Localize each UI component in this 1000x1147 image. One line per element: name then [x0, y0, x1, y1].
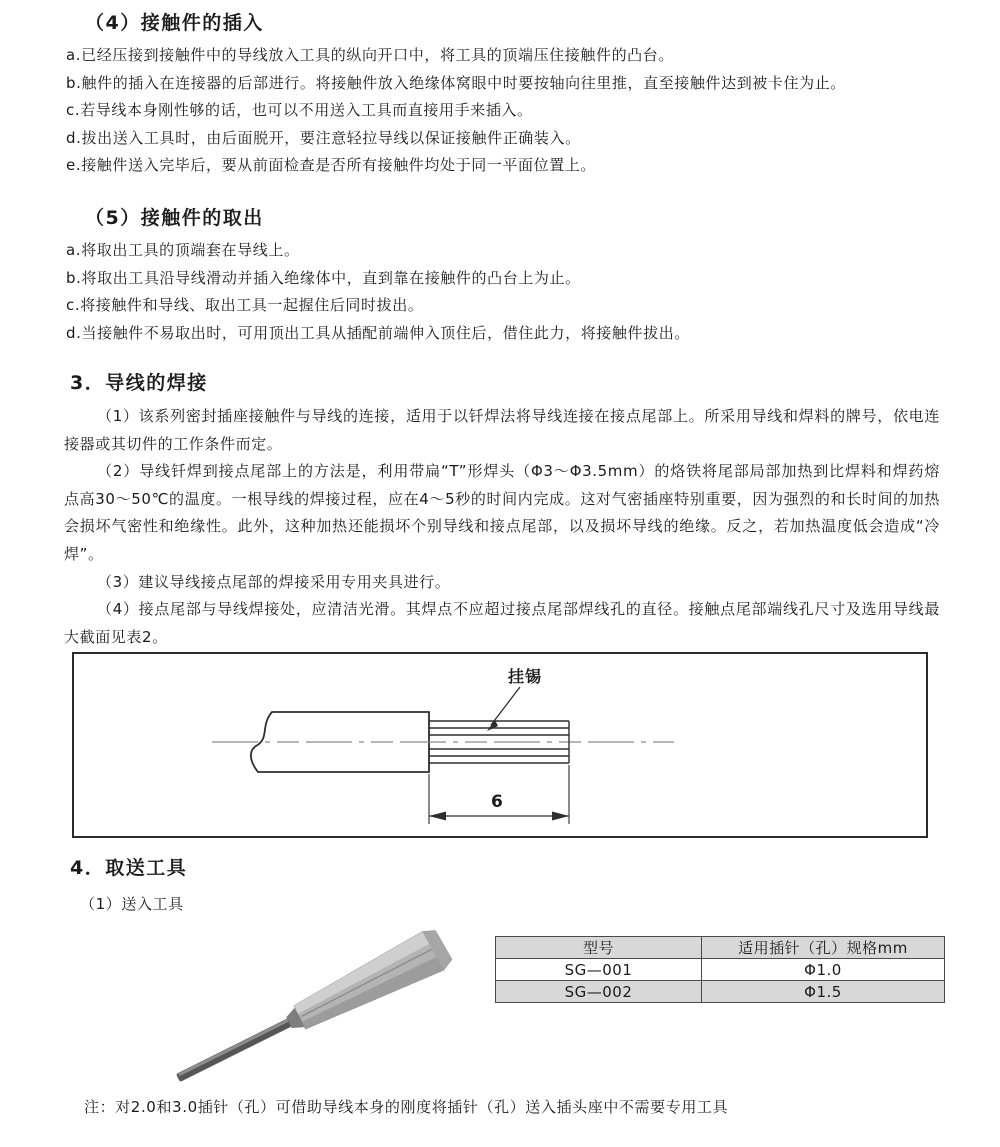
table-row [496, 959, 945, 981]
section-extract-title: （5）接触件的取出 [85, 207, 264, 229]
table-cell-spec: Φ1.0 [702, 959, 945, 981]
table-row [496, 981, 945, 1003]
section-insert-title: （4）接触件的插入 [85, 12, 264, 34]
extract-step-b: b.将取出工具沿导线滑动并插入绝缘体中，直到靠在接触件的凸台上为止。 [66, 268, 581, 287]
extract-step-a: a.将取出工具的顶端套在导线上。 [66, 241, 300, 259]
dimension-line [429, 812, 569, 821]
insert-step-d: d.拔出送入工具时，由后面脱开，要注意轻拉导线以保证接触件正确装入。 [66, 128, 581, 147]
insert-step-b: b.触件的插入在连接器的后部进行。将接触件放入绝缘体窝眼中时要按轴向往里推，直至接触件达到被卡住为止。 [66, 73, 846, 92]
insert-steps-list [66, 42, 942, 180]
tool-spec-table [495, 936, 945, 1003]
extract-step-c: c.将接触件和导线、取出工具一起握住后同时拔出。 [66, 296, 424, 314]
insertion-tool-illustration [148, 922, 478, 1097]
solder-paragraph-3: （3）建议导线接点尾部的焊接采用专用夹具进行。 [97, 572, 451, 591]
insertion-tool-photo [148, 922, 478, 1097]
table-cell-spec: Φ1.5 [702, 981, 945, 1003]
table-cell-model: SG—001 [496, 959, 702, 981]
dimension-label: 6 [491, 792, 503, 812]
extract-steps-list [66, 237, 942, 347]
extract-step-d: d.当接触件不易取出时，可用顶出工具从插配前端伸入顶住后，借住此力，将接触件拔出。 [66, 323, 690, 342]
solder-paragraph-1: （1）该系列密封插座接触件与导线的连接，适用于以钎焊法将导线连接在接点尾部上。所采用导线和焊料的牌号，依电连接器或其切件的工作条件而定。 [64, 407, 940, 453]
table-header-spec: 适用插针（孔）规格mm [702, 937, 945, 959]
solder-paragraph-4: （4）接点尾部与导线焊接处，应清洁光滑。其焊点不应超过接点尾部焊线孔的直径。接触点尾部端线孔尺寸及选用导线最大截面见表2。 [64, 600, 940, 646]
section-tools-title: 4．取送工具 [70, 857, 188, 879]
table-header-model: 型号 [496, 937, 702, 959]
tools-subtitle: （1）送入工具 [80, 895, 184, 913]
insert-step-c: c.若导线本身刚性够的话，也可以不用送入工具而直接用手来插入。 [66, 101, 533, 119]
insert-step-e: e.接触件送入完毕后，要从前面检查是否所有接触件均处于同一平面位置上。 [66, 156, 596, 174]
wire-tinning-figure [72, 652, 928, 838]
note-text: 注：对2.0和3.0插针（孔）可借助导线本身的刚度将插针（孔）送入插头座中不需要专用工具 [84, 1098, 729, 1116]
section-solder-title: 3．导线的焊接 [70, 372, 208, 394]
tin-label: 挂锡 [508, 667, 543, 686]
tin-leader-arrow [487, 687, 520, 731]
table-cell-model: SG—002 [496, 981, 702, 1003]
solder-paragraphs [64, 403, 940, 651]
wire-tinning-drawing [74, 654, 922, 832]
tool-rod-highlight [178, 1019, 289, 1076]
table-header-row [496, 937, 945, 959]
solder-paragraph-2: （2）导线钎焊到接点尾部上的方法是，利用带扁“T”形焊头（Φ3～Φ3.5mm）的烙铁将尾部局部加热到比焊料和焊药熔点高30～50℃的温度。一根导线的焊接过程，应在4～5秒的时间内完成。这对气密插座特别重要，因为强烈的和长时间的加热会损坏气密性和绝缘性。此外，这种加热还能损坏个别导线和接点尾部，以及损坏导线的绝缘。反之，若加热温度低会造成“冷焊”。 [64, 462, 940, 563]
insert-step-a: a.已经压接到接触件中的导线放入工具的纵向开口中，将工具的顶端压住接触件的凸台。 [66, 46, 674, 64]
